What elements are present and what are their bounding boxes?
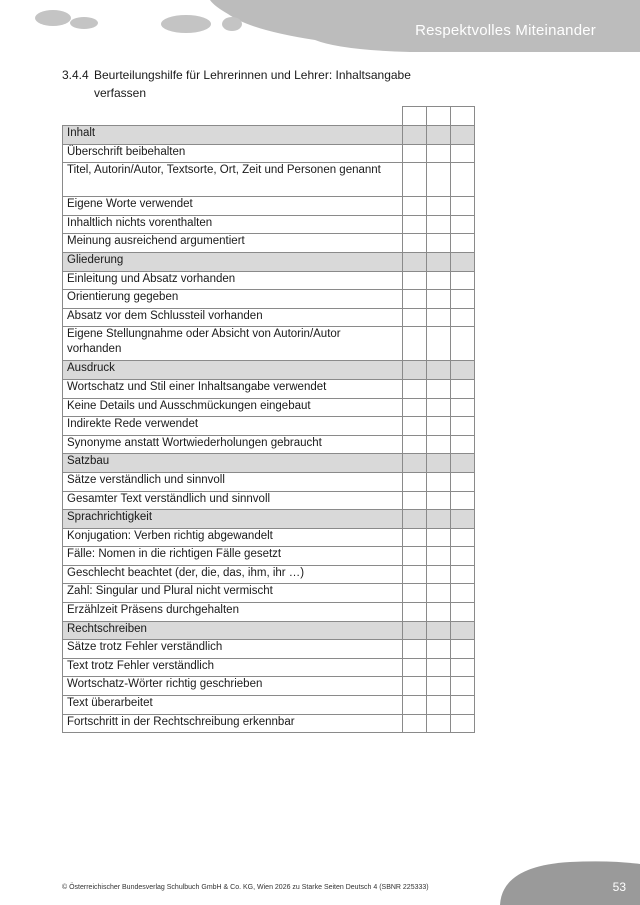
rating-checkbox-2[interactable] — [427, 327, 451, 361]
rating-checkbox-3[interactable] — [451, 234, 475, 253]
rating-checkbox-1[interactable] — [403, 510, 427, 529]
criterion-label: Keine Details und Ausschmückungen eingebaut — [63, 398, 403, 417]
rating-checkbox-2[interactable] — [427, 290, 451, 309]
rating-checkbox-2[interactable] — [427, 528, 451, 547]
rating-checkbox-2[interactable] — [427, 417, 451, 436]
criterion-row — [63, 379, 475, 398]
criterion-label: Inhaltlich nichts vorenthalten — [63, 215, 403, 234]
rating-checkbox-1[interactable] — [403, 603, 427, 622]
rating-checkbox-3[interactable] — [451, 696, 475, 715]
rating-checkbox-2[interactable] — [427, 677, 451, 696]
rating-checkbox-1[interactable] — [403, 658, 427, 677]
rating-checkbox-1[interactable] — [403, 290, 427, 309]
criterion-row — [63, 472, 475, 491]
rating-checkbox-1[interactable] — [403, 621, 427, 640]
header-blob-3 — [161, 15, 211, 33]
rating-checkbox-2[interactable] — [427, 640, 451, 659]
rating-checkbox-2[interactable] — [427, 361, 451, 380]
category-label: Rechtschreiben — [63, 621, 403, 640]
rating-checkbox-2[interactable] — [427, 234, 451, 253]
category-row — [63, 510, 475, 529]
rating-checkbox-2[interactable] — [427, 621, 451, 640]
criterion-label: Wortschatz-Wörter richtig geschrieben — [63, 677, 403, 696]
rating-checkbox-1[interactable] — [403, 361, 427, 380]
criterion-label: Indirekte Rede verwendet — [63, 417, 403, 436]
rating-checkbox-3[interactable] — [451, 417, 475, 436]
blank-label-cell — [63, 107, 403, 126]
rating-checkbox-1[interactable] — [403, 252, 427, 271]
header-title: Respektvolles Miteinander — [415, 22, 596, 39]
criterion-label: Geschlecht beachtet (der, die, das, ihm, ihr …) — [63, 565, 403, 584]
rating-checkbox-3[interactable] — [451, 565, 475, 584]
rating-checkbox-1[interactable] — [403, 144, 427, 163]
criterion-label: Absatz vor dem Schlussteil vorhanden — [63, 308, 403, 327]
rating-checkbox-3[interactable] — [451, 472, 475, 491]
checkbox-column-1 — [403, 107, 427, 126]
rating-checkbox-3[interactable] — [451, 677, 475, 696]
criterion-label: Eigene Worte verwendet — [63, 197, 403, 216]
rating-checkbox-3[interactable] — [451, 435, 475, 454]
rating-checkbox-1[interactable] — [403, 417, 427, 436]
criterion-label: Meinung ausreichend argumentiert — [63, 234, 403, 253]
section-heading — [62, 66, 442, 102]
rating-checkbox-1[interactable] — [403, 584, 427, 603]
rating-checkbox-2[interactable] — [427, 252, 451, 271]
criterion-row — [63, 308, 475, 327]
rating-checkbox-2[interactable] — [427, 565, 451, 584]
rating-checkbox-3[interactable] — [451, 510, 475, 529]
rating-checkbox-1[interactable] — [403, 234, 427, 253]
criterion-label: Einleitung und Absatz vorhanden — [63, 271, 403, 290]
category-row — [63, 252, 475, 271]
rating-checkbox-1[interactable] — [403, 197, 427, 216]
criterion-row — [63, 584, 475, 603]
criterion-row — [63, 234, 475, 253]
rating-checkbox-3[interactable] — [451, 547, 475, 566]
rating-checkbox-2[interactable] — [427, 308, 451, 327]
rating-checkbox-3[interactable] — [451, 197, 475, 216]
rating-checkbox-1[interactable] — [403, 308, 427, 327]
rating-checkbox-1[interactable] — [403, 271, 427, 290]
criterion-label: Text überarbeitet — [63, 696, 403, 715]
criterion-label: Orientierung gegeben — [63, 290, 403, 309]
rating-checkbox-2[interactable] — [427, 398, 451, 417]
rating-checkbox-3[interactable] — [451, 144, 475, 163]
criterion-label: Konjugation: Verben richtig abgewandelt — [63, 528, 403, 547]
rating-checkbox-2[interactable] — [427, 215, 451, 234]
rating-checkbox-1[interactable] — [403, 435, 427, 454]
category-row — [63, 361, 475, 380]
rating-checkbox-3[interactable] — [451, 252, 475, 271]
rating-checkbox-2[interactable] — [427, 379, 451, 398]
category-row — [63, 621, 475, 640]
criterion-row — [63, 435, 475, 454]
rating-checkbox-3[interactable] — [451, 215, 475, 234]
rating-checkbox-2[interactable] — [427, 454, 451, 473]
checkbox-column-3 — [451, 107, 475, 126]
rating-checkbox-2[interactable] — [427, 547, 451, 566]
header-blob-2 — [70, 17, 98, 29]
rating-checkbox-2[interactable] — [427, 197, 451, 216]
checklist-body — [63, 107, 475, 733]
rating-checkbox-3[interactable] — [451, 603, 475, 622]
assessment-checklist — [62, 106, 475, 733]
rating-checkbox-3[interactable] — [451, 658, 475, 677]
criterion-label: Sätze trotz Fehler verständlich — [63, 640, 403, 659]
category-row — [63, 454, 475, 473]
section-number: 3.4.4 — [62, 68, 89, 82]
header-blob-1 — [35, 10, 71, 26]
rating-checkbox-1[interactable] — [403, 528, 427, 547]
criterion-row — [63, 658, 475, 677]
rating-checkbox-3[interactable] — [451, 271, 475, 290]
criterion-label: Eigene Stellungnahme oder Absicht von Autorin/Autor vorhanden — [63, 327, 403, 361]
rating-checkbox-2[interactable] — [427, 126, 451, 145]
rating-checkbox-1[interactable] — [403, 640, 427, 659]
header-blob-4 — [222, 17, 242, 31]
criterion-label: Zahl: Singular und Plural nicht vermischt — [63, 584, 403, 603]
criterion-row — [63, 197, 475, 216]
section-title-line1: Beurteilungshilfe für Lehrerinnen und Lehrer: Inhaltsangabe — [94, 68, 411, 82]
rating-checkbox-3[interactable] — [451, 379, 475, 398]
rating-checkbox-1[interactable] — [403, 565, 427, 584]
rating-checkbox-3[interactable] — [451, 621, 475, 640]
criterion-label: Text trotz Fehler verständlich — [63, 658, 403, 677]
rating-checkbox-1[interactable] — [403, 126, 427, 145]
criterion-label: Fälle: Nomen in die richtigen Fälle gesetzt — [63, 547, 403, 566]
rating-checkbox-1[interactable] — [403, 547, 427, 566]
rating-checkbox-2[interactable] — [427, 271, 451, 290]
rating-checkbox-3[interactable] — [451, 714, 475, 733]
rating-checkbox-2[interactable] — [427, 472, 451, 491]
rating-checkbox-1[interactable] — [403, 398, 427, 417]
rating-checkbox-3[interactable] — [451, 640, 475, 659]
criterion-label: Fortschritt in der Rechtschreibung erkennbar — [63, 714, 403, 733]
rating-checkbox-1[interactable] — [403, 215, 427, 234]
criterion-row — [63, 565, 475, 584]
rating-checkbox-2[interactable] — [427, 435, 451, 454]
rating-checkbox-3[interactable] — [451, 584, 475, 603]
criterion-row — [63, 290, 475, 309]
criterion-row — [63, 696, 475, 715]
category-label: Gliederung — [63, 252, 403, 271]
rating-checkbox-3[interactable] — [451, 126, 475, 145]
rating-checkbox-2[interactable] — [427, 696, 451, 715]
rating-checkbox-3[interactable] — [451, 163, 475, 197]
rating-checkbox-1[interactable] — [403, 454, 427, 473]
rating-checkbox-2[interactable] — [427, 584, 451, 603]
category-row — [63, 126, 475, 145]
rating-checkbox-1[interactable] — [403, 696, 427, 715]
category-label: Inhalt — [63, 126, 403, 145]
rating-checkbox-3[interactable] — [451, 327, 475, 361]
category-label: Ausdruck — [63, 361, 403, 380]
category-label: Satzbau — [63, 454, 403, 473]
criterion-row — [63, 163, 475, 197]
rating-checkbox-1[interactable] — [403, 677, 427, 696]
rating-checkbox-3[interactable] — [451, 308, 475, 327]
rating-checkbox-1[interactable] — [403, 327, 427, 361]
rating-checkbox-1[interactable] — [403, 714, 427, 733]
checkbox-header-row — [63, 107, 475, 126]
criterion-row — [63, 398, 475, 417]
criterion-row — [63, 714, 475, 733]
rating-checkbox-3[interactable] — [451, 454, 475, 473]
criterion-row — [63, 677, 475, 696]
criterion-label: Überschrift beibehalten — [63, 144, 403, 163]
criterion-row — [63, 215, 475, 234]
rating-checkbox-2[interactable] — [427, 714, 451, 733]
rating-checkbox-2[interactable] — [427, 603, 451, 622]
criterion-label: Gesamter Text verständlich und sinnvoll — [63, 491, 403, 510]
rating-checkbox-3[interactable] — [451, 398, 475, 417]
criterion-row — [63, 491, 475, 510]
criterion-row — [63, 144, 475, 163]
rating-checkbox-3[interactable] — [451, 290, 475, 309]
criterion-row — [63, 417, 475, 436]
rating-checkbox-1[interactable] — [403, 472, 427, 491]
rating-checkbox-3[interactable] — [451, 528, 475, 547]
rating-checkbox-2[interactable] — [427, 658, 451, 677]
criterion-row — [63, 271, 475, 290]
criterion-label: Sätze verständlich und sinnvoll — [63, 472, 403, 491]
rating-checkbox-1[interactable] — [403, 491, 427, 510]
rating-checkbox-2[interactable] — [427, 144, 451, 163]
rating-checkbox-3[interactable] — [451, 491, 475, 510]
checkbox-column-2 — [427, 107, 451, 126]
footer-copyright: © Österreichischer Bundesverlag Schulbuch GmbH & Co. KG, Wien 2026 zu Starke Seiten Deutsch 4 (SBNR 225333) — [62, 884, 429, 891]
rating-checkbox-2[interactable] — [427, 163, 451, 197]
criterion-row — [63, 603, 475, 622]
rating-checkbox-1[interactable] — [403, 163, 427, 197]
criterion-row — [63, 327, 475, 361]
section-title-line2: verfassen — [94, 86, 147, 100]
criterion-label: Titel, Autorin/Autor, Textsorte, Ort, Zeit und Personen genannt — [63, 163, 403, 197]
rating-checkbox-1[interactable] — [403, 379, 427, 398]
criterion-label: Synonyme anstatt Wortwiederholungen gebraucht — [63, 435, 403, 454]
criterion-label: Wortschatz und Stil einer Inhaltsangabe verwendet — [63, 379, 403, 398]
rating-checkbox-3[interactable] — [451, 361, 475, 380]
rating-checkbox-2[interactable] — [427, 510, 451, 529]
rating-checkbox-2[interactable] — [427, 491, 451, 510]
category-label: Sprachrichtigkeit — [63, 510, 403, 529]
criterion-row — [63, 640, 475, 659]
criterion-row — [63, 528, 475, 547]
criterion-row — [63, 547, 475, 566]
page-number: 53 — [612, 880, 626, 894]
criterion-label: Erzählzeit Präsens durchgehalten — [63, 603, 403, 622]
